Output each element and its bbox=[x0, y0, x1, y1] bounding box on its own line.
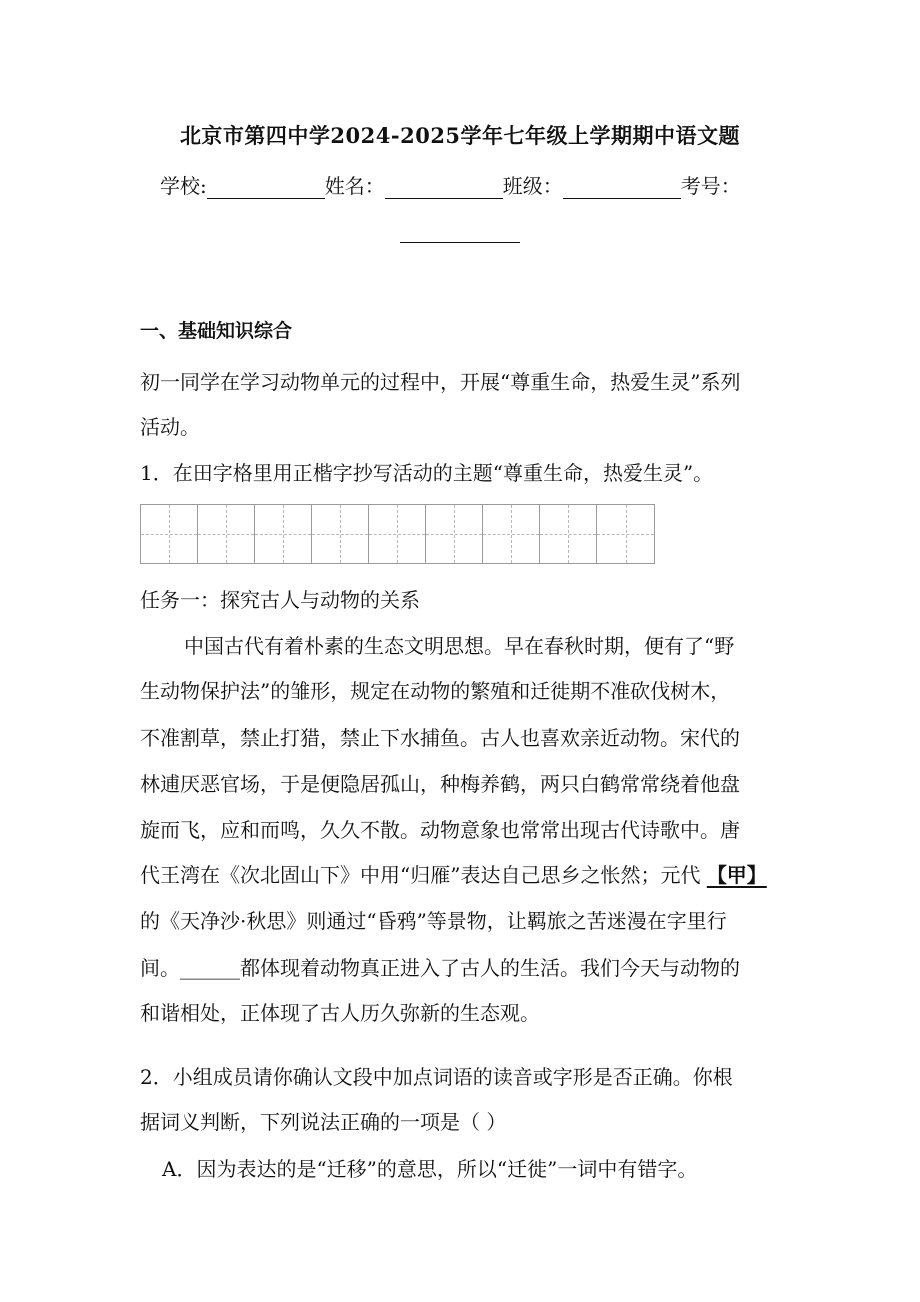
grid-cell bbox=[483, 505, 540, 563]
passage-line: 间。______都体现着动物真正进入了古人的生活。我们今天与动物的 bbox=[140, 956, 740, 980]
passage-line: 的《天净沙·秋思》则通过“昏鸦”等景物，让羁旅之苦迷漫在字里行 bbox=[140, 909, 727, 933]
option-a: A．因为表达的是“迁移”的意思，所以“迁徙”一词中有错字。 bbox=[162, 1157, 698, 1181]
name-blank bbox=[385, 178, 503, 199]
intro-line-1: 初一同学在学习动物单元的过程中，开展“尊重生命，热爱生灵”系列 bbox=[140, 370, 741, 394]
passage-line: 生动物保护法”的雏形，规定在动物的繁殖和迁徙期不准砍伐树木， bbox=[140, 679, 731, 703]
grid-cell bbox=[540, 505, 597, 563]
page-title: 北京市第四中学2024-2025学年七年级上学期期中语文题 bbox=[179, 123, 741, 148]
passage-line-with-mark bbox=[140, 853, 790, 898]
passage-line: 不准割草，禁止打猎，禁止下水捕鱼。古人也喜欢亲近动物。宋代的 bbox=[140, 726, 740, 750]
class-label: 班级： bbox=[502, 174, 563, 198]
passage-line: 旋而飞，应和而鸣，久久不散。动物意象也常常出现古代诗歌中。唐 bbox=[140, 818, 740, 842]
passage-line: 和谐相处，正体现了古人历久弥新的生态观。 bbox=[140, 1001, 540, 1025]
school-blank bbox=[207, 178, 325, 199]
grid-cell bbox=[312, 505, 369, 563]
passage-line: 林逋厌恶官场，于是便隐居孤山，种梅养鹤，两只白鹤常常绕着他盘 bbox=[140, 772, 740, 796]
tianzige-grid bbox=[140, 504, 655, 564]
task-1-heading: 任务一：探究古人与动物的关系 bbox=[140, 588, 420, 612]
exam-no-label: 考号： bbox=[680, 174, 741, 198]
section-heading: 一、基础知识综合 bbox=[140, 320, 293, 342]
exam-no-blank bbox=[400, 224, 520, 243]
grid-cell bbox=[597, 505, 654, 563]
grid-cell bbox=[369, 505, 426, 563]
class-blank bbox=[563, 178, 681, 199]
grid-cell bbox=[426, 505, 483, 563]
school-label: 学校: bbox=[160, 174, 207, 198]
blank-mark-jia: 【甲】 bbox=[706, 863, 767, 887]
question-2-line-1: 2．小组成员请你确认文段中加点词语的读音或字形是否正确。你根 bbox=[140, 1065, 733, 1089]
student-info-line bbox=[160, 170, 741, 199]
grid-cell bbox=[198, 505, 255, 563]
name-label: 姓名： bbox=[324, 174, 385, 198]
grid-cell bbox=[255, 505, 312, 563]
intro-line-2: 活动。 bbox=[140, 415, 200, 439]
question-1: 1．在田字格里用正楷字抄写活动的主题“尊重生命，热爱生灵”。 bbox=[140, 461, 714, 485]
question-2-line-2: 据词义判断，下列说法正确的一项是（ ） bbox=[140, 1110, 507, 1134]
grid-cell bbox=[141, 505, 198, 563]
passage-line-text: 代王湾在《次北固山下》中用“归雁”表达自己思乡之怅然；元代 bbox=[140, 863, 707, 887]
passage-line: 中国古代有着朴素的生态文明思想。早在春秋时期，便有了“野 bbox=[184, 634, 735, 658]
